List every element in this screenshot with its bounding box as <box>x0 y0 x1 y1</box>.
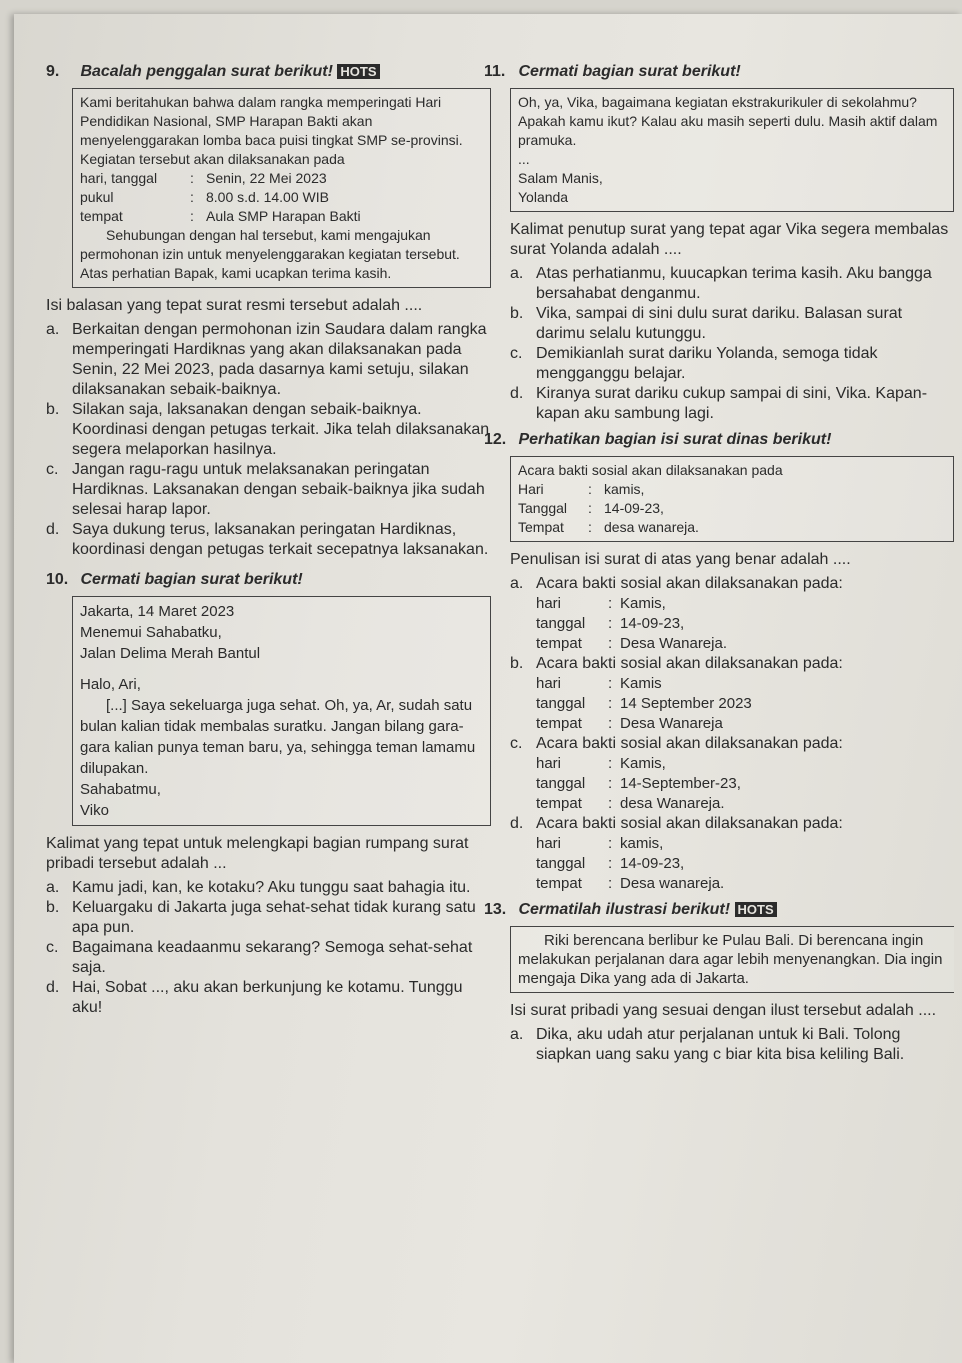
personal-letter-box <box>72 596 491 826</box>
detail-row: Tanggal : 14-09-23, <box>518 500 664 516</box>
option-a[interactable]: a. Atas perhatianmu, kuucapkan terima kasih. Aku bangga bersahabat denganmu. <box>510 265 932 302</box>
question-10 <box>46 570 491 1018</box>
question-text: Isi balasan yang tepat surat resmi tersebut adalah .... <box>46 297 423 314</box>
left-column <box>46 62 491 1018</box>
question-heading: Bacalah penggalan surat berikut! <box>80 63 333 80</box>
letter-paragraph: Sehubungan dengan hal tersebut, kami mengajukan permohonan izin untuk menyelenggarakan kegiatan tersebut. Atas perhatian Bapak, kami ucapkan terima kasih. <box>80 227 460 281</box>
official-letter-box <box>510 456 954 542</box>
option-b[interactable]: b. Keluargaku di Jakarta juga sehat-sehat tidak kurang satu apa pun. <box>46 899 476 936</box>
right-column <box>484 62 954 1065</box>
option-b[interactable]: b. Vika, sampai di sini dulu surat dariku. Balasan surat darimu selalu kutunggu. <box>510 305 903 342</box>
detail-row: hari : kamis, <box>536 835 664 852</box>
question-number: 11. <box>484 63 506 80</box>
letter-body: Oh, ya, Vika, bagaimana kegiatan ekstrakurikuler di sekolahmu? Apakah kamu ikut? Kalau aku masih seperti dulu. Masih aktif dalam pramuka. <box>518 94 938 148</box>
question-13 <box>484 900 954 1065</box>
detail-row: tempat : Desa wanareja. <box>536 875 725 892</box>
letter-date: Jakarta, 14 Maret 2023 <box>80 603 235 620</box>
option-a[interactable]: a. Berkaitan dengan permohonan izin Saudara dalam rangka memperingati Hardiknas yang akan dilaksanakan pada Senin, 22 Mei 2023, pada dasarnya kami setuju, silakan dilaksanakan sebaik-baiknya. <box>46 321 487 398</box>
detail-row: tempat : Desa Wanareja. <box>536 635 727 652</box>
detail-row: tempat : desa Wanareja. <box>536 795 725 812</box>
question-9 <box>46 62 491 560</box>
question-heading: Cermati bagian surat berikut! <box>80 571 303 588</box>
detail-row: hari : Kamis <box>536 675 662 692</box>
question-number: 13. <box>484 901 507 918</box>
letter-paragraph: Kami beritahukan bahwa dalam rangka memperingati Hari Pendidikan Nasional, SMP Harapan Bakti akan menyelenggarakan lomba baca puisi tingkat SMP se-provinsi. Kegiatan tersebut akan dilaksanakan pada <box>80 94 463 167</box>
option-b[interactable]: b. Acara bakti sosial akan dilaksanakan pada: <box>510 655 843 672</box>
option-a[interactable]: a. Kamu jadi, kan, ke kotaku? Aku tunggu saat bahagia itu. <box>46 879 471 896</box>
detail-row: hari : Kamis, <box>536 755 666 772</box>
question-number: 10. <box>46 571 69 588</box>
detail-row: tanggal : 14-September-23, <box>536 775 741 792</box>
question-number: 9. <box>46 63 60 80</box>
detail-row: tanggal : 14-09-23, <box>536 615 685 632</box>
question-12 <box>484 430 954 894</box>
letter-excerpt-box <box>72 88 491 288</box>
option-b[interactable]: b. Silakan saja, laksanakan dengan sebaik-baiknya. Koordinasi dengan petugas terkait. Jika telah dilaksanakan segera melaporkan hasilnya. <box>46 401 490 458</box>
detail-row: hari, tanggal : Senin, 22 Mei 2023 <box>80 170 327 186</box>
option-d[interactable]: d. Saya dukung terus, laksanakan peringatan Hardiknas, koordinasi dengan petugas terkait secepatnya laksanakan. <box>46 521 489 558</box>
question-heading: Perhatikan bagian isi surat dinas berikut! <box>518 431 832 448</box>
letter-ellipsis: ... <box>518 151 530 167</box>
option-a[interactable]: a. Acara bakti sosial akan dilaksanakan pada: <box>510 575 843 592</box>
letter-excerpt-box <box>510 88 954 212</box>
letter-recipient: Menemui Sahabatku, <box>80 624 222 641</box>
hots-badge: HOTS <box>735 902 777 917</box>
question-number: 12. <box>484 431 507 448</box>
option-c[interactable]: c. Bagaimana keadaanmu sekarang? Semoga sehat-sehat saja. <box>46 939 473 976</box>
letter-closing: Salam Manis, <box>518 170 603 186</box>
option-d[interactable]: d. Acara bakti sosial akan dilaksanakan pada: <box>510 815 843 832</box>
question-11 <box>484 62 954 424</box>
detail-row: tanggal : 14-09-23, <box>536 855 685 872</box>
option-d[interactable]: d. Hai, Sobat ..., aku akan berkunjung ke kotamu. Tunggu aku! <box>46 979 463 1016</box>
option-c[interactable]: c. Jangan ragu-ragu untuk melaksanakan peringatan Hardiknas. Laksanakan dengan sebaik-baiknya jika sudah selesai harap lapor. <box>46 461 485 518</box>
letter-closing: Sahabatmu, <box>80 781 161 798</box>
letter-body: Acara bakti sosial akan dilaksanakan pada <box>518 462 783 478</box>
question-text: Penulisan isi surat di atas yang benar adalah .... <box>510 551 851 568</box>
option-c[interactable]: c. Acara bakti sosial akan dilaksanakan pada: <box>510 735 843 752</box>
detail-row: Tempat : desa wanareja. <box>518 519 699 535</box>
question-text: Kalimat penutup surat yang tepat agar Vika segera membalas surat Yolanda adalah .... <box>510 221 949 258</box>
letter-sender: Viko <box>80 802 109 819</box>
question-heading: Cermatilah ilustrasi berikut! <box>518 901 731 918</box>
letter-greeting: Halo, Ari, <box>80 676 141 693</box>
detail-row: Hari : kamis, <box>518 481 645 497</box>
letter-body: [...] Saya sekeluarga juga sehat. Oh, ya, Ar, sudah satu bulan kalian tidak membalas suratku. Jangan bilang gara-gara kalian punya teman baru, ya, sehingga teman lamamu dilupakan. <box>80 697 476 777</box>
hots-badge: HOTS <box>337 64 379 79</box>
question-text: Isi surat pribadi yang sesuai dengan ilust tersebut adalah .... <box>510 1002 937 1019</box>
detail-row: tempat : Aula SMP Harapan Bakti <box>80 208 361 224</box>
illustration-text: Riki berencana berlibur ke Pulau Bali. Di berencana ingin melakukan perjalanan dara agar lebih menyenangkan. Dia ingin mengaja Dika yang ada di Jakarta. <box>518 932 943 987</box>
detail-row: pukul : 8.00 s.d. 14.00 WIB <box>80 189 329 205</box>
detail-row: hari : Kamis, <box>536 595 666 612</box>
option-d[interactable]: d. Kiranya surat dariku cukup sampai di sini, Vika. Kapan-kapan aku sambung lagi. <box>510 385 928 422</box>
worksheet-page <box>14 14 962 1363</box>
question-heading: Cermati bagian surat berikut! <box>518 63 741 80</box>
letter-sender: Yolanda <box>518 189 569 205</box>
question-text: Kalimat yang tepat untuk melengkapi bagian rumpang surat pribadi tersebut adalah ... <box>46 835 469 872</box>
option-c[interactable]: c. Demikianlah surat dariku Yolanda, semoga tidak mengganggu belajar. <box>510 345 878 382</box>
letter-address: Jalan Delima Merah Bantul <box>80 645 261 662</box>
option-a[interactable]: a. Dika, aku udah atur perjalanan untuk ki Bali. Tolong siapkan uang saku yang c biar kita bisa keliling Bali. <box>510 1026 905 1063</box>
detail-row: tanggal : 14 September 2023 <box>536 695 752 712</box>
detail-row: tempat : Desa Wanareja <box>536 715 723 732</box>
illustration-box <box>510 926 954 993</box>
